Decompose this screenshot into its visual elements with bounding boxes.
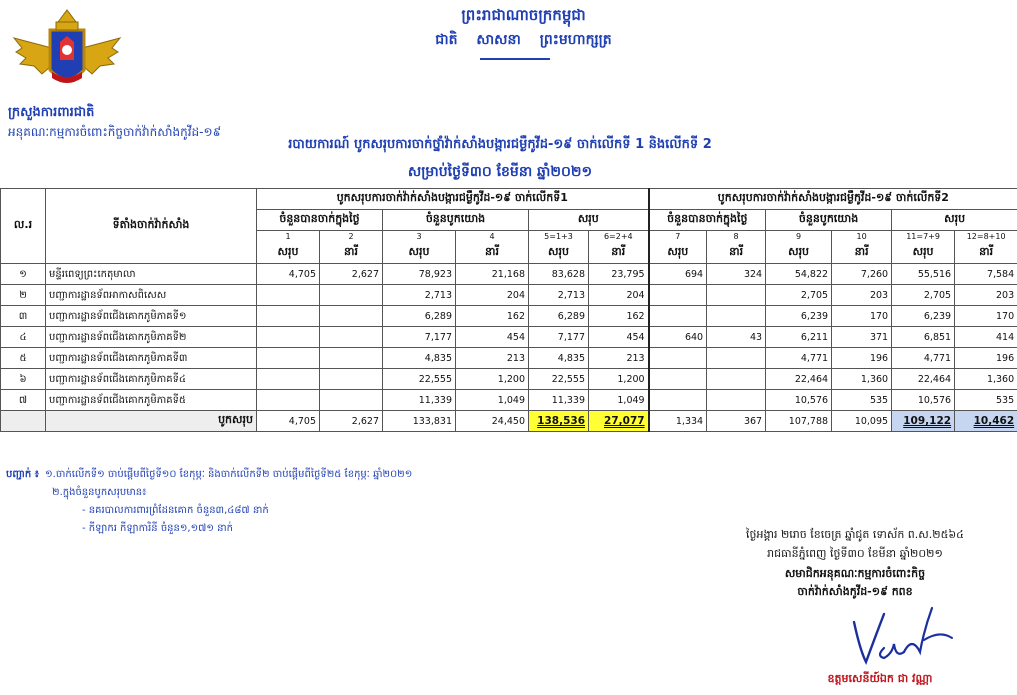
table-cell: 454 xyxy=(456,327,529,348)
row-index: ៣ xyxy=(1,306,46,327)
row-index: ៧ xyxy=(1,390,46,411)
table-cell: 7,177 xyxy=(529,327,589,348)
table-cell: 54,822 xyxy=(766,264,832,285)
table-cell xyxy=(257,327,320,348)
table-cell: 170 xyxy=(955,306,1017,327)
table-cell xyxy=(257,390,320,411)
table-cell: 170 xyxy=(832,306,892,327)
column-number: 10 xyxy=(832,231,892,243)
column-unit: សរុប xyxy=(766,243,832,264)
table-cell: 6,289 xyxy=(529,306,589,327)
table-cell: 2,713 xyxy=(383,285,456,306)
handwritten-signature xyxy=(840,600,980,670)
note-line-4: - កីឡាករ កីឡាការិនី ចំនួន១,១៧១ នាក់ xyxy=(82,523,233,534)
table-cell: 10,576 xyxy=(892,390,955,411)
table-row xyxy=(1,285,1017,306)
table-cell: 213 xyxy=(589,348,649,369)
total-cell: 24,450 xyxy=(456,411,529,432)
table-cell: 213 xyxy=(456,348,529,369)
column-unit: នារី xyxy=(589,243,649,264)
table-cell xyxy=(320,327,383,348)
row-index: ៦ xyxy=(1,369,46,390)
sub-total-1: សរុប xyxy=(529,210,649,231)
report-title: របាយការណ៍ បូកសរុបការចាក់ថ្នាំវ៉ាក់សាំងបង្ការជម្ងឺកូវីដ-១៩ ចាក់លើកទី 1 និងលើកទី 2 xyxy=(288,137,712,152)
kingdom-heading: ព្រះរាជាណាចក្រកម្ពុជា xyxy=(461,6,586,24)
signature-block xyxy=(700,528,1010,601)
place-date: រាជធានីភ្នំពេញ ថ្ងៃទី៣០ ខែមីនា ឆ្នាំ២០២១ xyxy=(767,547,943,560)
total-label: បូកសរុប xyxy=(46,411,257,432)
sub-today-1: ចំនួនបានចាក់ក្នុងថ្ងៃ xyxy=(257,210,383,231)
row-index: ១ xyxy=(1,264,46,285)
table-cell: 1,049 xyxy=(456,390,529,411)
report-date: សម្រាប់ថ្ងៃទី៣០ ខែមីនា ឆ្នាំ២០២១ xyxy=(407,164,593,180)
sub-ref-2: ចំនួនបូកយោង xyxy=(766,210,892,231)
table-cell: 196 xyxy=(832,348,892,369)
lunar-date: ថ្ងៃអង្គារ ២រោច ខែចេត្រ ឆ្នាំជូត ទោស័ក ព.ស.២៥៦៤ xyxy=(746,528,964,541)
table-cell: 11,339 xyxy=(529,390,589,411)
table-cell: 203 xyxy=(955,285,1017,306)
column-number: 8 xyxy=(707,231,766,243)
column-unit: នារី xyxy=(456,243,529,264)
row-place: បញ្ជាការដ្ឋានទ័ពអាកាសពិសេស xyxy=(46,285,257,306)
table-cell xyxy=(257,285,320,306)
table-cell: 22,555 xyxy=(529,369,589,390)
table-cell: 4,771 xyxy=(892,348,955,369)
total-cell: 10,095 xyxy=(832,411,892,432)
column-number: 5=1+3 xyxy=(529,231,589,243)
table-row xyxy=(1,348,1017,369)
table-cell xyxy=(320,390,383,411)
row-index: ៥ xyxy=(1,348,46,369)
table-cell: 22,464 xyxy=(892,369,955,390)
column-unit: សរុប xyxy=(257,243,320,264)
note-line-2: ២.ក្នុងចំនួនបូកសរុបមាន៖ xyxy=(52,487,147,498)
header-place: ទីតាំងចាក់វ៉ាក់សាំង xyxy=(46,189,257,264)
table-cell: 1,049 xyxy=(589,390,649,411)
table-cell: 4,771 xyxy=(766,348,832,369)
column-unit: នារី xyxy=(707,243,766,264)
table-row xyxy=(1,264,1017,285)
row-place: បញ្ជាការដ្ឋានទ័ពជើងគោកភូមិភាគទី២ xyxy=(46,327,257,348)
national-motto: ជាតិ សាសនា ព្រះមហាក្សត្រ xyxy=(435,32,612,48)
column-unit: សរុប xyxy=(383,243,456,264)
table-cell: 162 xyxy=(456,306,529,327)
table-row xyxy=(1,327,1017,348)
column-unit: សរុប xyxy=(892,243,955,264)
row-place: មន្ទីរពេទ្យព្រះកេតុមាលា xyxy=(46,264,257,285)
table-cell: 22,464 xyxy=(766,369,832,390)
note-line-3: - នគរបាលការពារព្រំដែនគោក ចំនួន៣,៤៨៧ នាក់ xyxy=(82,505,269,516)
table-cell: 4,835 xyxy=(383,348,456,369)
total-cell: 1,334 xyxy=(649,411,707,432)
table-cell xyxy=(707,390,766,411)
column-number: 1 xyxy=(257,231,320,243)
table-cell xyxy=(707,348,766,369)
table-cell xyxy=(320,369,383,390)
table-cell: 55,516 xyxy=(892,264,955,285)
column-number: 11=7+9 xyxy=(892,231,955,243)
signer-role-line-2: ចាក់វ៉ាក់សាំងកូវីដ-១៩ កពខ xyxy=(797,585,913,598)
table-cell: 203 xyxy=(832,285,892,306)
table-cell: 1,200 xyxy=(589,369,649,390)
table-cell xyxy=(707,369,766,390)
row-place: បញ្ជាការដ្ឋានទ័ពជើងគោកភូមិភាគទី៥ xyxy=(46,390,257,411)
table-cell: 371 xyxy=(832,327,892,348)
ministry-name: ក្រសួងការពារជាតិ xyxy=(8,105,95,120)
table-cell: 7,584 xyxy=(955,264,1017,285)
total-cell: 2,627 xyxy=(320,411,383,432)
signer-role-line-1: សមាជិកអនុគណៈកម្មការចំពោះកិច្ច xyxy=(784,567,926,580)
total-cell: 27,077 xyxy=(589,411,649,432)
table-cell: 535 xyxy=(955,390,1017,411)
column-unit: នារី xyxy=(832,243,892,264)
ornament-divider xyxy=(480,58,550,60)
table-cell: 10,576 xyxy=(766,390,832,411)
table-cell: 196 xyxy=(955,348,1017,369)
column-unit: នារី xyxy=(955,243,1017,264)
table-cell: 6,851 xyxy=(892,327,955,348)
row-place: បញ្ជាការដ្ឋានទ័ពជើងគោកភូមិភាគទី១ xyxy=(46,306,257,327)
sub-ref-1: ចំនួនបូកយោង xyxy=(383,210,529,231)
table-cell: 1,200 xyxy=(456,369,529,390)
header-dose1: បូកសរុបការចាក់វ៉ាក់សាំងបង្ការជម្ងឺកូវីដ-១៩ ចាក់លើកទី1 xyxy=(257,189,649,210)
table-cell: 2,705 xyxy=(766,285,832,306)
table-cell: 7,177 xyxy=(383,327,456,348)
table-cell xyxy=(707,306,766,327)
table-cell xyxy=(257,348,320,369)
table-row xyxy=(1,369,1017,390)
header-dose2: បូកសរុបការចាក់វ៉ាក់សាំងបង្ការជម្ងឺកូវីដ-១៩ ចាក់លើកទី2 xyxy=(649,189,1017,210)
table-cell xyxy=(707,285,766,306)
table-cell xyxy=(649,285,707,306)
column-unit: សរុប xyxy=(649,243,707,264)
table-cell: 640 xyxy=(649,327,707,348)
table-cell xyxy=(649,306,707,327)
total-blank-cell xyxy=(1,411,46,432)
table-cell: 204 xyxy=(589,285,649,306)
total-cell: 10,462 xyxy=(955,411,1017,432)
column-number: 9 xyxy=(766,231,832,243)
notes-heading: បញ្ជាក់ ៖ xyxy=(6,469,40,480)
table-cell xyxy=(649,390,707,411)
table-cell: 4,705 xyxy=(257,264,320,285)
row-place: បញ្ជាការដ្ឋានទ័ពជើងគោកភូមិភាគទី៤ xyxy=(46,369,257,390)
table-cell xyxy=(649,348,707,369)
table-cell: 23,795 xyxy=(589,264,649,285)
table-cell xyxy=(320,306,383,327)
table-cell xyxy=(320,285,383,306)
table-cell: 324 xyxy=(707,264,766,285)
column-number: 12=8+10 xyxy=(955,231,1017,243)
table-cell: 6,239 xyxy=(892,306,955,327)
total-cell: 133,831 xyxy=(383,411,456,432)
table-cell: 6,239 xyxy=(766,306,832,327)
total-cell: 4,705 xyxy=(257,411,320,432)
table-row xyxy=(1,306,1017,327)
column-number: 2 xyxy=(320,231,383,243)
column-unit: នារី xyxy=(320,243,383,264)
total-cell: 138,536 xyxy=(529,411,589,432)
column-number: 3 xyxy=(383,231,456,243)
table-cell: 11,339 xyxy=(383,390,456,411)
table-cell xyxy=(257,306,320,327)
table-cell: 21,168 xyxy=(456,264,529,285)
table-cell: 4,835 xyxy=(529,348,589,369)
total-cell: 107,788 xyxy=(766,411,832,432)
column-number: 4 xyxy=(456,231,529,243)
table-cell: 2,713 xyxy=(529,285,589,306)
table-cell: 83,628 xyxy=(529,264,589,285)
table-cell xyxy=(257,369,320,390)
table-cell: 204 xyxy=(456,285,529,306)
committee-name: អនុគណៈកម្មការចំពោះកិច្ចចាក់វ៉ាក់សាំងកូវីដ-១៩ xyxy=(8,125,222,139)
table-row xyxy=(1,390,1017,411)
table-cell: 2,705 xyxy=(892,285,955,306)
table-cell: 78,923 xyxy=(383,264,456,285)
table-cell: 535 xyxy=(832,390,892,411)
table-cell: 22,555 xyxy=(383,369,456,390)
row-index: ២ xyxy=(1,285,46,306)
table-cell xyxy=(320,348,383,369)
vaccination-table xyxy=(0,188,1017,432)
table-cell: 1,360 xyxy=(832,369,892,390)
table-cell: 7,260 xyxy=(832,264,892,285)
row-place: បញ្ជាការដ្ឋានទ័ពជើងគោកភូមិភាគទី៣ xyxy=(46,348,257,369)
total-cell: 367 xyxy=(707,411,766,432)
note-line-1: ១.ចាក់លើកទី១ ចាប់ផ្តើមពីថ្ងៃទី១០ ខែកុម្ភៈ និងចាក់លើកទី២ ចាប់ផ្តើមពីថ្ងៃទី២៥ ខែកុម្ភៈ ឆ្នាំ២០២១ xyxy=(45,469,413,480)
table-cell: 2,627 xyxy=(320,264,383,285)
table-cell xyxy=(649,369,707,390)
table-cell: 454 xyxy=(589,327,649,348)
sub-total-2: សរុប xyxy=(892,210,1017,231)
column-number: 6=2+4 xyxy=(589,231,649,243)
sub-today-2: ចំនួនបានចាក់ក្នុងថ្ងៃ xyxy=(649,210,766,231)
header-index: ល.រ xyxy=(1,189,46,264)
table-cell: 43 xyxy=(707,327,766,348)
table-cell: 6,211 xyxy=(766,327,832,348)
total-row xyxy=(1,411,1017,432)
total-cell: 109,122 xyxy=(892,411,955,432)
column-unit: សរុប xyxy=(529,243,589,264)
table-cell: 1,360 xyxy=(955,369,1017,390)
row-index: ៤ xyxy=(1,327,46,348)
notes-section xyxy=(6,466,412,538)
table-cell: 414 xyxy=(955,327,1017,348)
table-cell: 694 xyxy=(649,264,707,285)
table-cell: 6,289 xyxy=(383,306,456,327)
signer-name: ឧត្តមសេនីយ៍ឯក ជា វណ្ណា xyxy=(827,672,933,685)
column-number: 7 xyxy=(649,231,707,243)
table-cell: 162 xyxy=(589,306,649,327)
